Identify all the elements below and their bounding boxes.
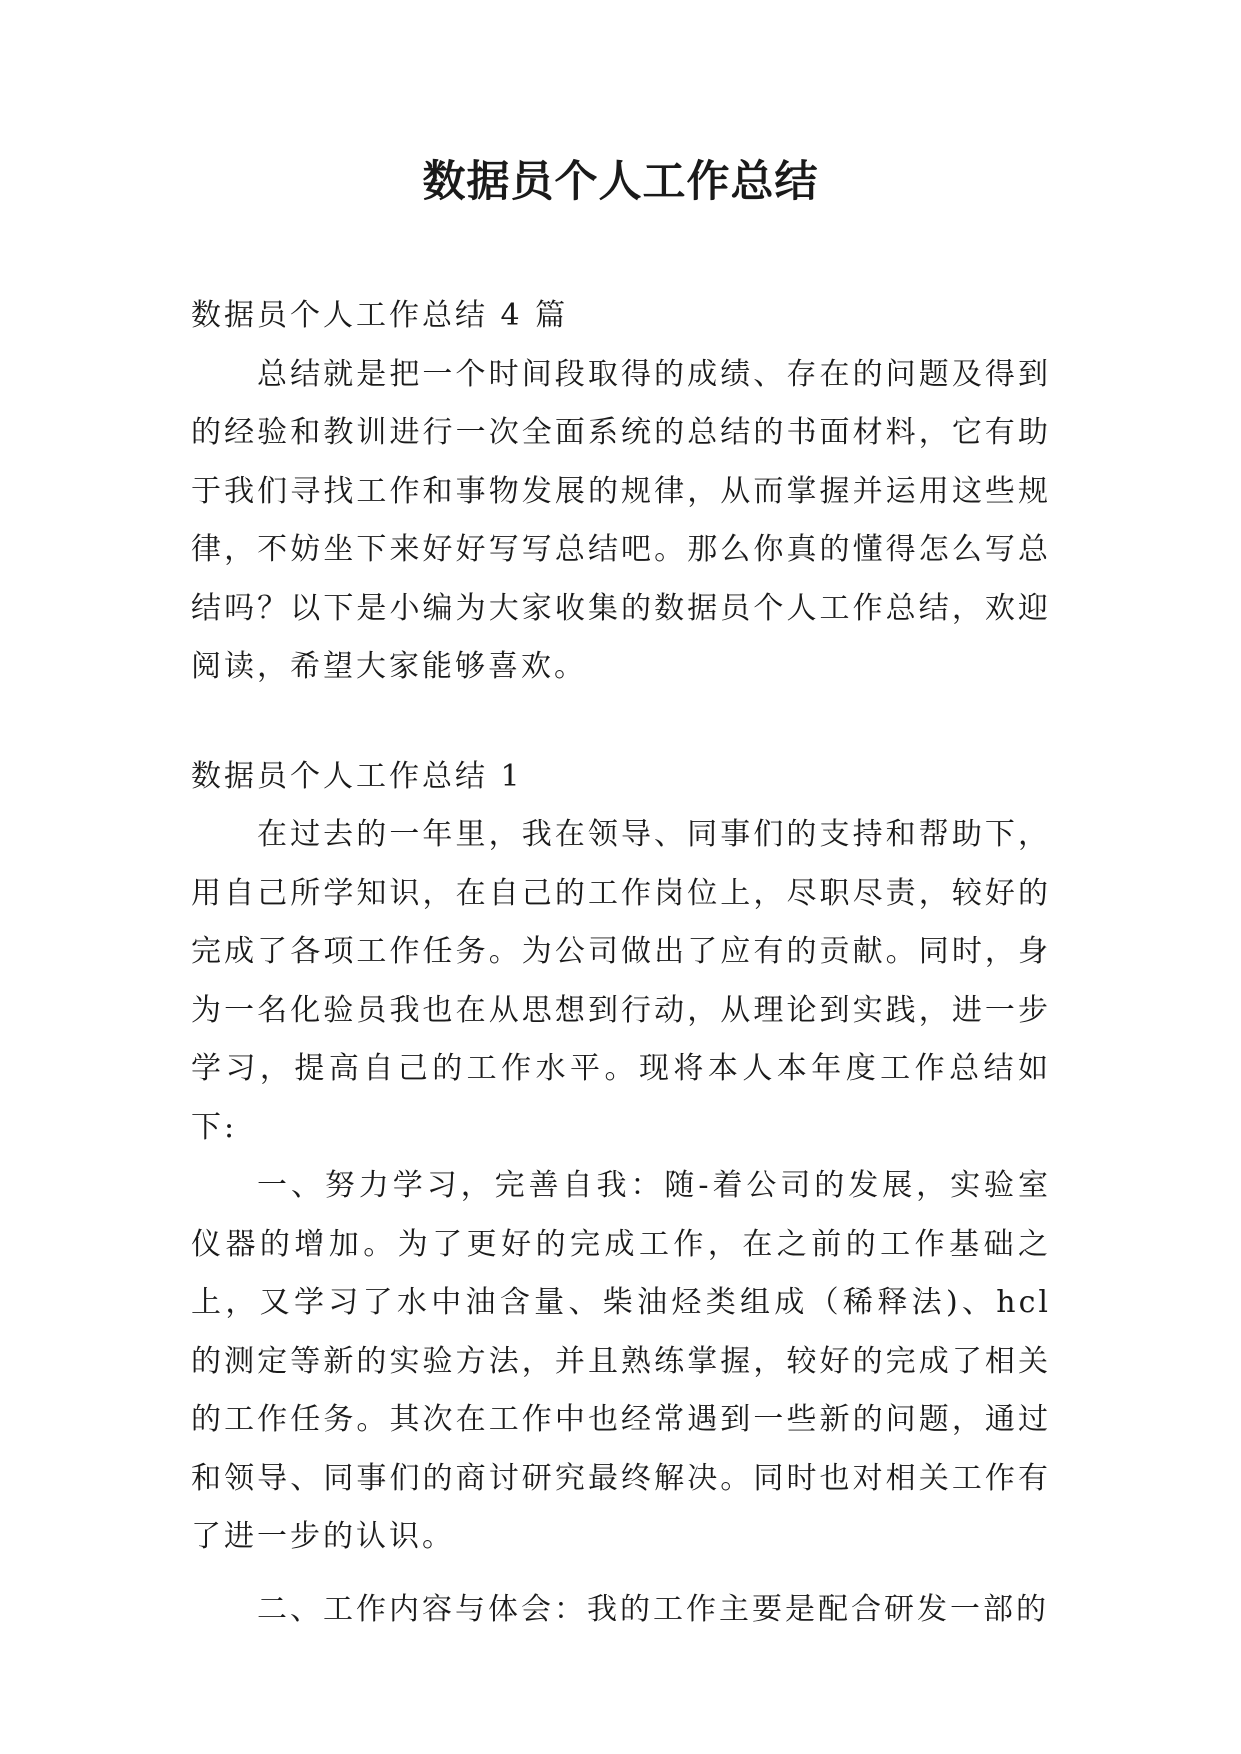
intro-paragraph: 总结就是把一个时间段取得的成绩、存在的问题及得到的经验和教训进行一次全面系统的总结的书面材料，它有助于我们寻找工作和事物发展的规律，从而掌握并运用这些规律，不妨坐下来好好写写总结吧。那么你真的懂得怎么写总结吗？以下是小编为大家收集的数据员个人工作总结，欢迎阅读，希望大家能够喜欢。 [191, 356, 1051, 684]
document-subtitle: 数据员个人工作总结 4 篇 [191, 298, 569, 333]
body-paragraph: 一、努力学习，完善自我：随-着公司的发展，实验室仪器的增加。为了更好的完成工作，在之前的工作基础之上，又学习了水中油含量、柴油烃类组成（稀释法)、hcl 的测定等新的实验方法，并且熟练掌握，较好的完成了相关的工作任务。其次在工作中也经常遇到一些新的问题，通过和领导、同事们的商讨研究最终解决。同时也对相关工作有了进一步的认识。 [191, 1168, 1051, 1554]
body-paragraph: 在过去的一年里，我在领导、同事们的支持和帮助下，用自己所学知识，在自己的工作岗位上，尽职尽责，较好的完成了各项工作任务。为公司做出了应有的贡献。同时，身为一名化验员我也在从思想到行动，从理论到实践，进一步学习，提高自己的工作水平。现将本人本年度工作总结如下: [191, 817, 1051, 1145]
document-body [191, 287, 1051, 1639]
document-title: 数据员个人工作总结 [422, 157, 819, 207]
section-heading: 数据员个人工作总结 1 [191, 758, 523, 794]
body-paragraph: 二、工作内容与体会：我的工作主要是配合研发一部的 [257, 1591, 1049, 1627]
